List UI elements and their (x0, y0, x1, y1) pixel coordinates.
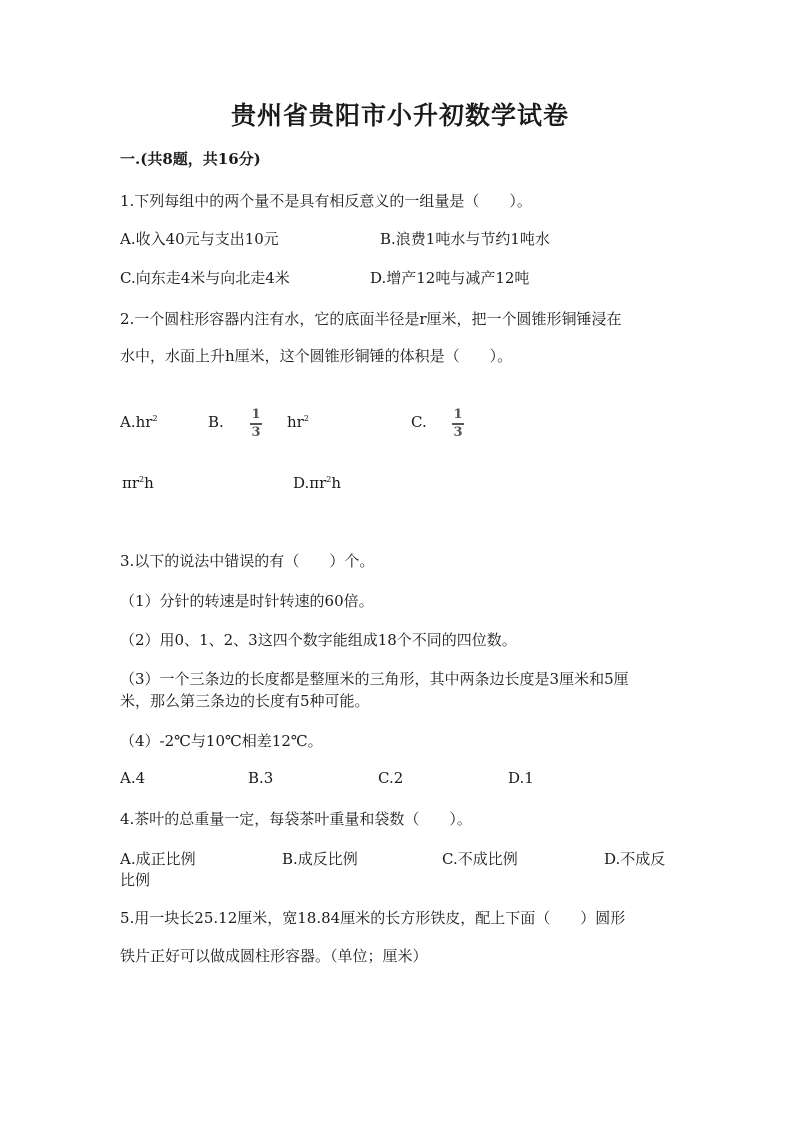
q3-statement-3-line2: 米，那么第三条边的长度有5种可能。 (120, 692, 370, 710)
q1-option-d: D.增产12吨与减产12吨 (370, 269, 530, 287)
q2-option-a: $A.hr^2$ (120, 413, 158, 431)
q3-statement-4: （4）-2℃与10℃相差12℃。 (120, 732, 323, 750)
q1-option-c: C.向东走4米与向北走4米 (120, 269, 290, 287)
q2-option-b-fraction: 1 3 (251, 407, 261, 440)
q1-option-a: A.收入40元与支出10元 (120, 230, 279, 248)
q4-option-c: C.不成比例 (442, 850, 518, 868)
q3-option-c: C.2 (378, 769, 404, 787)
q2-stem-line2: 水中，水面上升h厘米，这个圆锥形铜锤的体积是（ ）。 (120, 347, 513, 365)
q2-option-c-continued: $\pi r^2h$ (122, 474, 154, 492)
q4-option-d-line2: 比例 (120, 871, 151, 889)
q1-option-b: B.浪费1吨水与节约1吨水 (380, 230, 550, 248)
q5-stem-line1: 5.用一块长25.12厘米，宽18.84厘米的长方形铁皮，配上下面（ ）圆形 (120, 909, 626, 927)
q3-option-d: D.1 (508, 769, 534, 787)
q5-stem-line2: 铁片正好可以做成圆柱形容器。（单位；厘米） (120, 947, 428, 965)
q3-statement-2: （2）用0、1、2、3这四个数字能组成18个不同的四位数。 (120, 631, 517, 649)
q4-option-b: B.成反比例 (282, 850, 358, 868)
q3-option-b: B.3 (248, 769, 274, 787)
q4-stem: 4.茶叶的总重量一定，每袋茶叶重量和袋数（ ）。 (120, 810, 472, 828)
q3-stem: 3.以下的说法中错误的有（ ）个。 (120, 552, 375, 570)
q4-option-a: A.成正比例 (120, 850, 196, 868)
q3-option-a: A.4 (120, 769, 146, 787)
q1-stem: 1.下列每组中的两个量不是具有相反意义的一组量是（ ）。 (120, 192, 532, 210)
section-heading: 一.(共8题，共16分) (120, 150, 261, 168)
q2-option-c-label: C. (411, 413, 427, 431)
q2-option-d: $D.\pi r^2h$ (293, 474, 342, 492)
q3-statement-1: （1）分针的转速是时针转速的60倍。 (120, 592, 374, 610)
q3-statement-3-line1: （3）一个三条边的长度都是整厘米的三角形，其中两条边长度是3厘米和5厘 (120, 670, 629, 688)
q2-option-b-label: B. (208, 413, 224, 431)
page-title: 贵州省贵阳市小升初数学试卷 (230, 101, 569, 130)
q2-stem-line1: 2.一个圆柱形容器内注有水，它的底面半径是r厘米，把一个圆锥形铜锤浸在 (120, 310, 622, 328)
q4-option-d-line1: D.不成反 (604, 850, 666, 868)
q2-option-c-fraction: 1 3 (453, 407, 463, 440)
q2-option-b-text: $hr^2$ (287, 413, 309, 431)
